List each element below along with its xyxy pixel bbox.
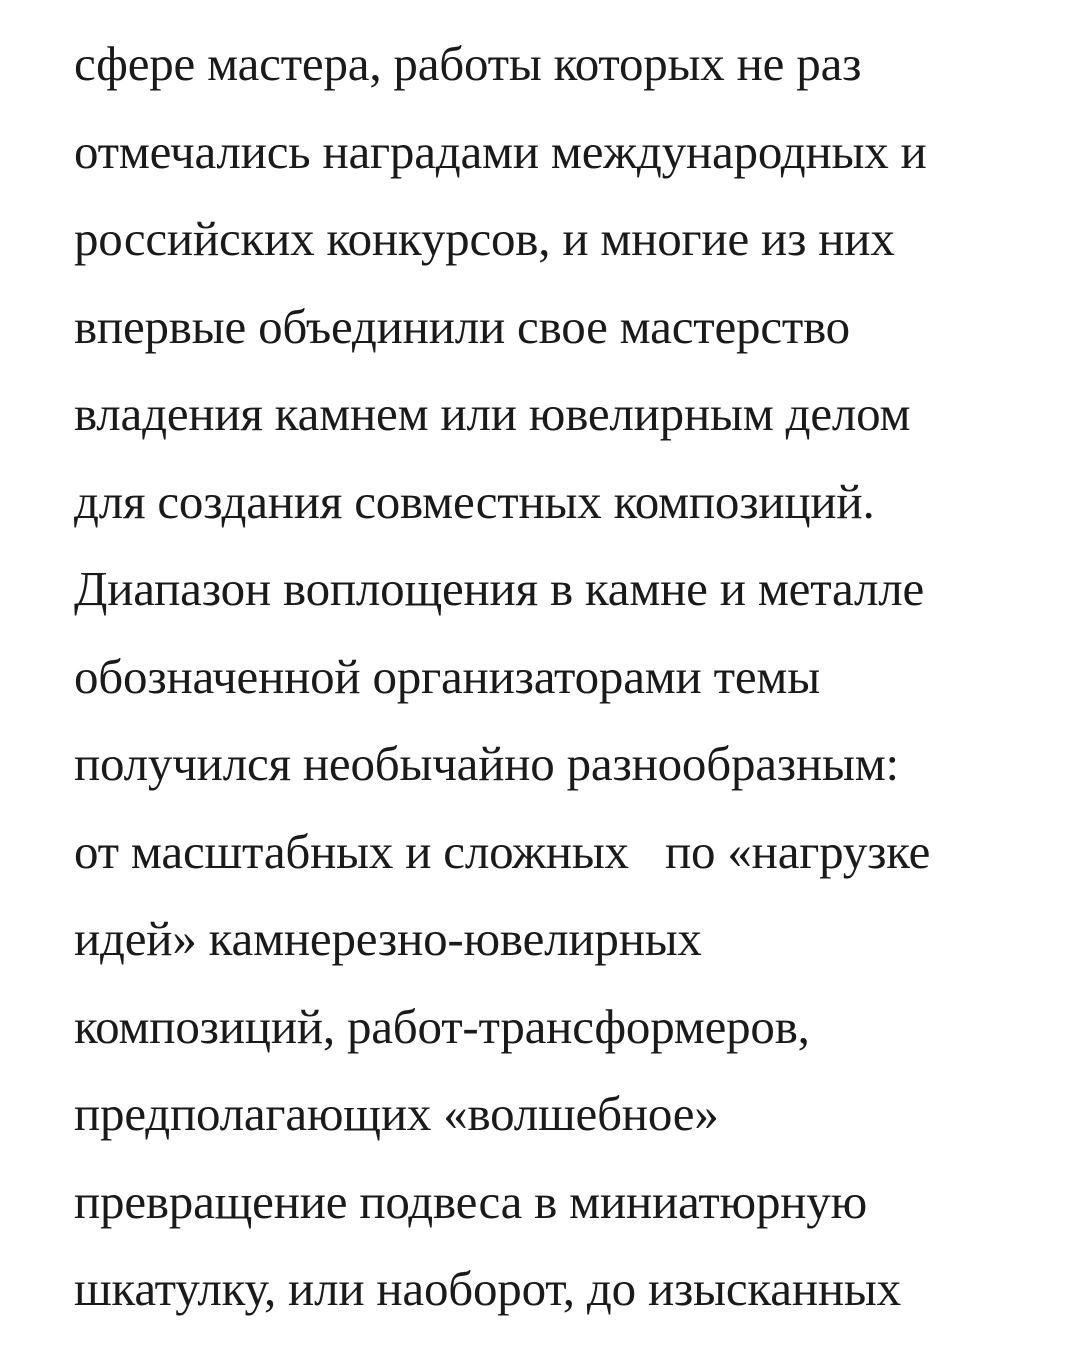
body-text (74, 20, 1064, 1333)
text-line: идей» камнерезно-ювелирных (74, 911, 702, 966)
text-line: отмечались наградами международных и (74, 123, 927, 179)
text-line: предполагающих «волшебное» (74, 1086, 719, 1141)
text-line: композиций, работ-трансформеров, (74, 998, 810, 1054)
text-line: владения камнем или ювелирным делом (74, 386, 911, 441)
text-line: шкатулку, или наоборот, до изысканных (74, 1261, 901, 1316)
text-line: получился необычайно разнообразным: (74, 736, 899, 791)
text-line: от масштабных и сложных по «нагрузке (74, 823, 931, 879)
text-line: впервые объединили свое мастерство (74, 298, 850, 354)
text-line: обозначенной организаторами темы (74, 648, 820, 704)
text-line: российских конкурсов, и многие из них (74, 211, 895, 266)
text-line: сфере мастера, работы которых не раз (74, 36, 862, 91)
text-line: превращение подвеса в миниатюрную (74, 1173, 867, 1229)
text-line: Диапазон воплощения в камне и металле (74, 561, 925, 616)
text-line: для создания совместных композиций. (74, 473, 875, 529)
